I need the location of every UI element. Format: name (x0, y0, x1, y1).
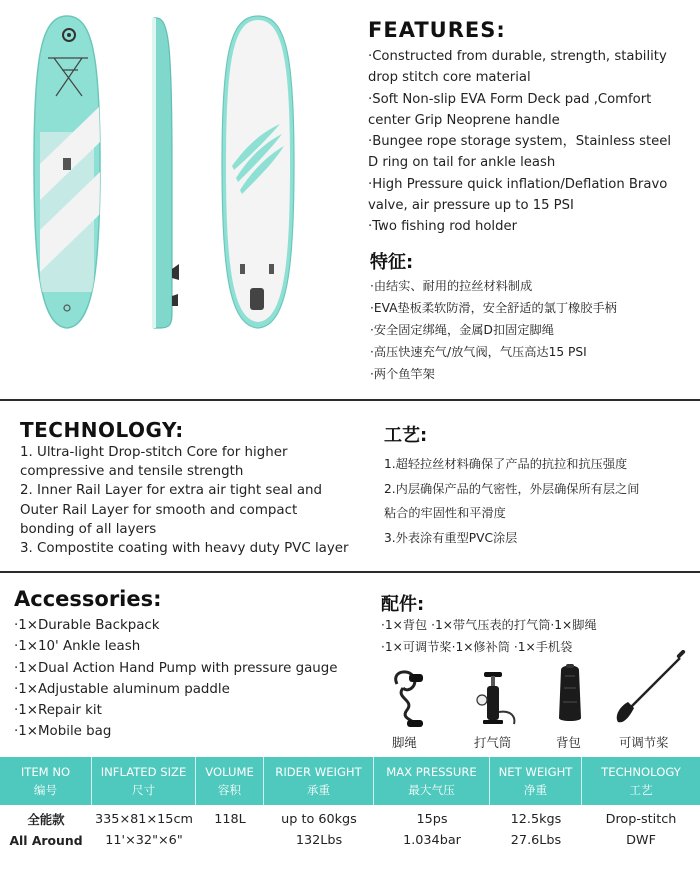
technology-cn-list (384, 452, 639, 550)
features-line: center Grip Neoprene handle (368, 112, 560, 128)
spec-header-cn: 工艺 (629, 783, 653, 797)
paddle-icon (612, 650, 688, 726)
section-divider (0, 571, 700, 573)
spec-header-volume (196, 757, 264, 805)
spec-cell-line: 335×81×15cm (95, 812, 193, 827)
accessory-ankle-leash (385, 664, 431, 734)
features-cn-line: ·EVA垫板柔软防滑，安全舒适的氯丁橡胶手柄 (370, 301, 617, 315)
spec-cell-line: Drop-stitch (605, 812, 677, 827)
features-line: D ring on tail for ankle leash (368, 155, 556, 171)
spec-cell-line: 全能款 (27, 812, 65, 827)
features-cn-line: ·两个鱼竿架 (370, 367, 435, 381)
spec-cell-line: 11'×32"×6" (105, 833, 183, 848)
spec-header-rider-weight (264, 757, 374, 805)
technology-line: bonding of all layers (20, 521, 157, 537)
features-line: ·Bungee rope storage system，Stainless steel (368, 134, 672, 150)
features-list (368, 46, 696, 238)
accessories-list (14, 615, 338, 743)
accessory-caption: 可调节桨 (619, 735, 669, 750)
spec-header-en: INFLATED SIZE (100, 765, 187, 779)
spec-cell-line: up to 60kgs (281, 812, 357, 827)
accessory-caption: 脚绳 (392, 735, 417, 750)
spec-header-en: VOLUME (205, 765, 254, 779)
accessories-line: ·1×Dual Action Hand Pump with pressure gauge (14, 660, 338, 676)
spec-cell-max-pressure (374, 809, 490, 851)
technology-line: Outer Rail Layer for smooth and compact (20, 502, 298, 518)
technology-cn-line: 粘合的牢固性和平滑度 (384, 506, 506, 521)
spec-header-cn: 编号 (33, 783, 58, 797)
features-cn-line: ·安全固定绑绳，金属D扣固定脚绳 (370, 323, 554, 337)
board-side-view (148, 14, 182, 332)
technology-line: 2. Inner Rail Layer for extra air tight seal and (20, 483, 323, 499)
spec-table-row (0, 809, 700, 851)
features-title: FEATURES: (368, 18, 506, 42)
accessories-cn-line: ·1×背包 ·1×带气压表的打气筒·1×脚绳 (381, 618, 597, 632)
accessories-line: ·1×Adjustable aluminum paddle (14, 681, 230, 697)
accessories-line: ·1×Mobile bag (14, 724, 112, 740)
spec-header-max-pressure (374, 757, 490, 805)
spec-header-en: RIDER WEIGHT (275, 765, 362, 779)
technology-cn-line: 1.超轻拉丝材料确保了产品的抗拉和抗压强度 (384, 457, 628, 471)
spec-cell-line: 132Lbs (295, 833, 343, 848)
spec-cell-technology (582, 809, 700, 851)
spec-cell-line: 1.034bar (403, 833, 461, 848)
board-bottom-view (218, 14, 298, 332)
technology-cn-line: 3.外表涂有重型PVC涂层 (384, 530, 518, 545)
features-line: ·High Pressure quick inflation/Deflation Bravo (368, 176, 668, 192)
spec-header-item-no (0, 757, 92, 805)
features-cn-list (370, 275, 617, 385)
technology-cn-line: 2.内层确保产品的气密性，外层确保所有层之间 (384, 481, 640, 496)
technology-line: 3. Compostite coating with heavy duty PVC layer (20, 541, 349, 557)
backpack-icon (553, 662, 587, 724)
spec-header-cn: 净重 (523, 783, 548, 797)
spec-header-cn: 尺寸 (131, 783, 156, 797)
technology-list (20, 443, 365, 558)
accessory-caption: 打气筒 (474, 735, 512, 750)
spec-header-net-weight (490, 757, 582, 805)
spec-cell-line: 118L (214, 812, 246, 827)
features-line: ·Constructed from durable, strength, stability (368, 49, 667, 64)
accessories-cn-list (381, 614, 597, 658)
accessories-line: ·1×10' Ankle leash (14, 639, 141, 655)
features-cn-line: ·高压快速充气/放气阀，气压高达15 PSI (370, 345, 587, 359)
features-line: valve, air pressure up to 15 PSI (368, 198, 574, 214)
spec-header-cn: 容积 (217, 783, 242, 797)
accessories-cn-line: ·1×可调节桨·1×修补筒 ·1×手机袋 (381, 640, 573, 654)
technology-title: TECHNOLOGY: (20, 418, 184, 442)
spec-header-en: NET WEIGHT (498, 765, 573, 779)
spec-cell-inflated-size (92, 809, 196, 851)
spec-header-cn: 承重 (306, 783, 331, 797)
spec-cell-item-no (0, 809, 92, 851)
spec-cell-rider-weight (264, 809, 374, 851)
features-line: ·Soft Non-slip EVA Form Deck pad ,Comfort (368, 91, 652, 107)
features-cn-title: 特征: (370, 252, 414, 273)
accessories-line: ·1×Durable Backpack (14, 618, 160, 633)
spec-header-technology (582, 757, 700, 805)
technology-line: 1. Ultra-light Drop-stitch Core for higher (20, 445, 288, 460)
accessory-paddle (612, 650, 688, 730)
spec-header-en: MAX PRESSURE (386, 765, 477, 779)
spec-header-en: TECHNOLOGY (601, 765, 681, 779)
accessory-backpack (553, 662, 587, 728)
accessories-cn-title: 配件: (381, 594, 425, 615)
board-top-view (30, 14, 104, 332)
spec-cell-net-weight (490, 809, 582, 851)
spec-cell-line: 27.6Lbs (510, 833, 562, 848)
spec-header-inflated-size (92, 757, 196, 805)
section-divider (0, 399, 700, 401)
features-line: ·Two fishing rod holder (368, 219, 517, 235)
spec-cell-line: DWF (626, 833, 656, 848)
spec-header-en: ITEM NO (20, 765, 71, 779)
spec-cell-line: 12.5kgs (510, 812, 562, 827)
ankle-leash-icon (385, 664, 431, 730)
technology-line: compressive and tensile strength (20, 464, 244, 480)
features-cn-line: ·由结实、耐用的拉丝材料制成 (370, 279, 533, 293)
spec-cell-line: 15ps (416, 812, 448, 827)
hand-pump-icon (474, 666, 524, 730)
technology-cn-title: 工艺: (384, 425, 428, 446)
spec-header-cn: 最大气压 (408, 783, 455, 797)
accessory-caption: 背包 (556, 735, 581, 750)
features-line: drop stitch core material (368, 70, 531, 86)
accessory-hand-pump (474, 666, 524, 734)
accessories-title: Accessories: (14, 587, 162, 611)
spec-table-header (0, 757, 700, 805)
spec-cell-volume (196, 809, 264, 851)
accessories-line: ·1×Repair kit (14, 703, 102, 719)
spec-cell-line: All Around (9, 833, 83, 848)
